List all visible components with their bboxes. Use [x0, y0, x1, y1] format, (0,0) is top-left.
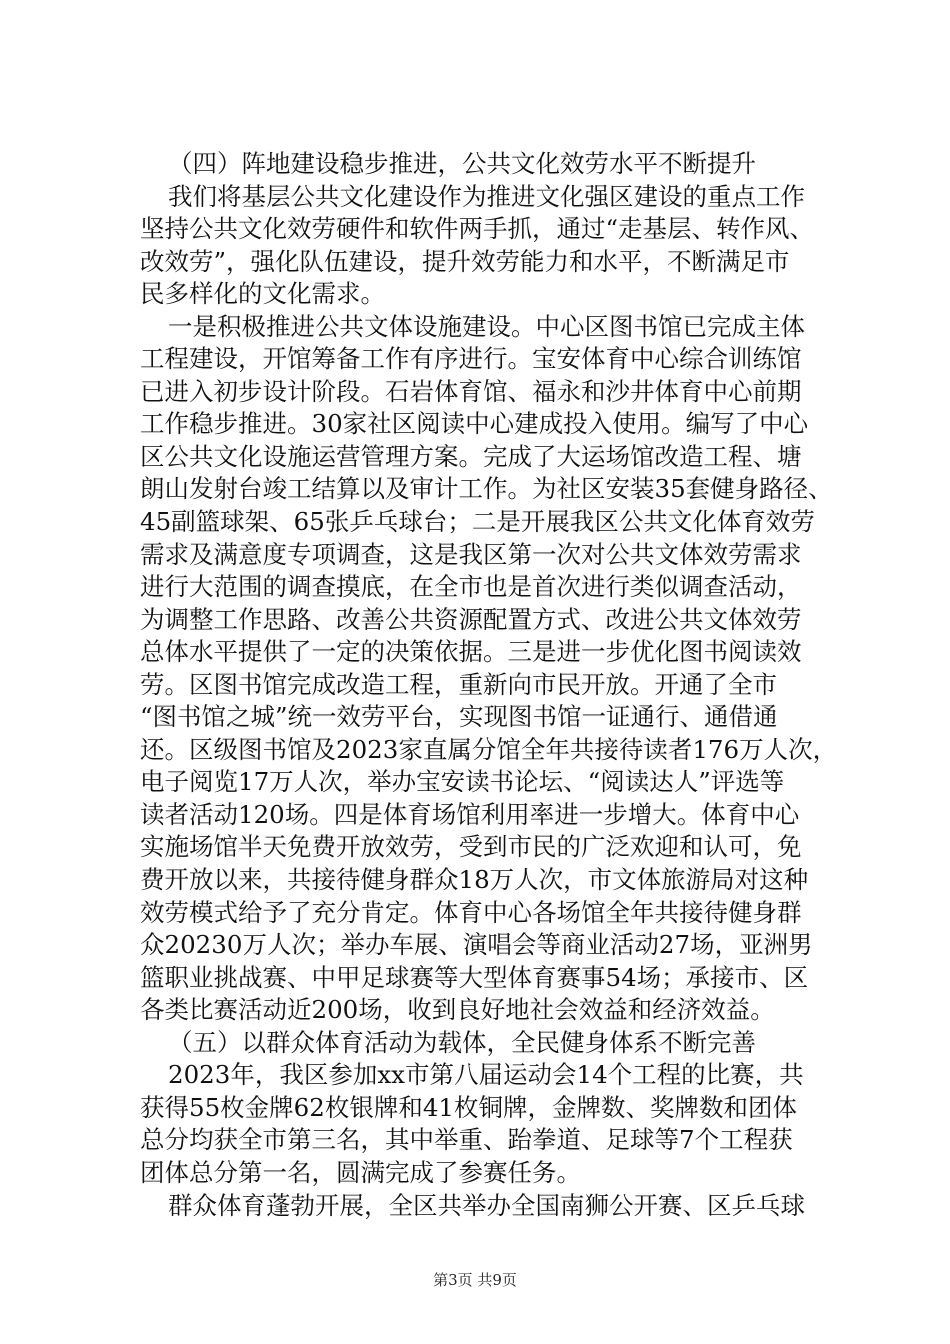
paragraph-line: 一是积极推进公共文体设施建设。中心区图书馆已完成主体 [168, 311, 805, 341]
document-body [140, 148, 840, 1222]
paragraph-line: 群众体育蓬勃开展，全区共举办全国南狮公开赛、区乒乓球 [168, 1190, 805, 1220]
paragraph-line: 需求及满意度专项调查，这是我区第一次对公共文体效劳需求 [140, 539, 802, 569]
paragraph-line: 实施场馆半天免费开放效劳，受到市民的广泛欢迎和认可，免 [140, 832, 802, 862]
paragraph-line: 众20230万人次；举办车展、演唱会等商业活动27场，亚洲男 [140, 930, 813, 960]
paragraph-line: 读者活动120场。四是体育场馆利用率进一步增大。体育中心 [140, 799, 800, 829]
paragraph-line: 劳。区图书馆完成改造工程，重新向市民开放。开通了全市 [140, 669, 777, 699]
section-heading-5: （五）以群众体育活动为载体，全民健身体系不断完善 [168, 1027, 756, 1057]
paragraph-line: 朗山发射台竣工结算以及审计工作。为社区安装35套健身路径、 [140, 474, 833, 504]
paragraph-line: 费开放以来，共接待健身群众18万人次，市文体旅游局对这种 [140, 865, 809, 895]
paragraph-line: 我们将基层公共文化建设作为推进文化强区建设的重点工作 [168, 181, 805, 211]
page-number-label: 第3页 共9页 [433, 1271, 517, 1289]
paragraph-line: 各类比赛活动近200场，收到良好地社会效益和经济效益。 [140, 995, 775, 1025]
paragraph-line: 总分均获全市第三名，其中举重、跆拳道、足球等7个工程获 [140, 1125, 793, 1155]
paragraph-line: 工作稳步推进。30家社区阅读中心建成投入使用。编写了中心 [140, 409, 809, 439]
paragraph-line: 为调整工作思路、改善公共资源配置方式、改进公共文体效劳 [140, 604, 802, 634]
paragraph-line: 效劳模式给予了充分肯定。体育中心各场馆全年共接待健身群 [140, 897, 802, 927]
paragraph-line: 已进入初步设计阶段。石岩体育馆、福永和沙井体育中心前期 [140, 376, 802, 406]
paragraph-line: 45副篮球架、65张乒乓球台；二是开展我区公共文化体育效劳 [140, 507, 815, 537]
paragraph-line: 篮职业挑战赛、中甲足球赛等大型体育赛事54场；承接市、区 [140, 962, 809, 992]
paragraph-line: 工程建设，开馆筹备工作有序进行。宝安体育中心综合训练馆 [140, 344, 802, 374]
paragraph-line: 还。区级图书馆及2023家直属分馆全年共接待读者176万人次， [140, 734, 838, 764]
page-footer [0, 1271, 950, 1289]
paragraph-line: 获得55枚金牌62枚银牌和41枚铜牌，金牌数、奖牌数和团体 [140, 1092, 798, 1122]
section-heading-4: （四）阵地建设稳步推进，公共文化效劳水平不断提升 [168, 149, 756, 178]
paragraph-line: 民多样化的文化需求。 [140, 279, 385, 309]
paragraph-line: 2023年，我区参加xx市第八届运动会14个工程的比赛，共 [168, 1060, 804, 1090]
paragraph-line: 总体水平提供了一定的决策依据。三是进一步优化图书阅读效 [140, 637, 802, 667]
paragraph-line: 进行大范围的调查摸底，在全市也是首次进行类似调查活动， [140, 572, 802, 602]
paragraph-line: “图书馆之城”统一效劳平台，实现图书馆一证通行、通借通 [140, 702, 778, 732]
paragraph-line: 坚持公共文化效劳硬件和软件两手抓，通过“走基层、转作风、 [140, 214, 815, 244]
paragraph-line: 团体总分第一名，圆满完成了参赛任务。 [140, 1157, 581, 1187]
paragraph-line: 区公共文化设施运营管理方案。完成了大运场馆改造工程、塘 [140, 441, 802, 471]
paragraph-line: 改效劳”，强化队伍建设，提升效劳能力和水平，不断满足市 [140, 246, 790, 276]
paragraph-line: 电子阅览17万人次，举办宝安读书论坛、“阅读达人”评选等 [140, 767, 785, 797]
